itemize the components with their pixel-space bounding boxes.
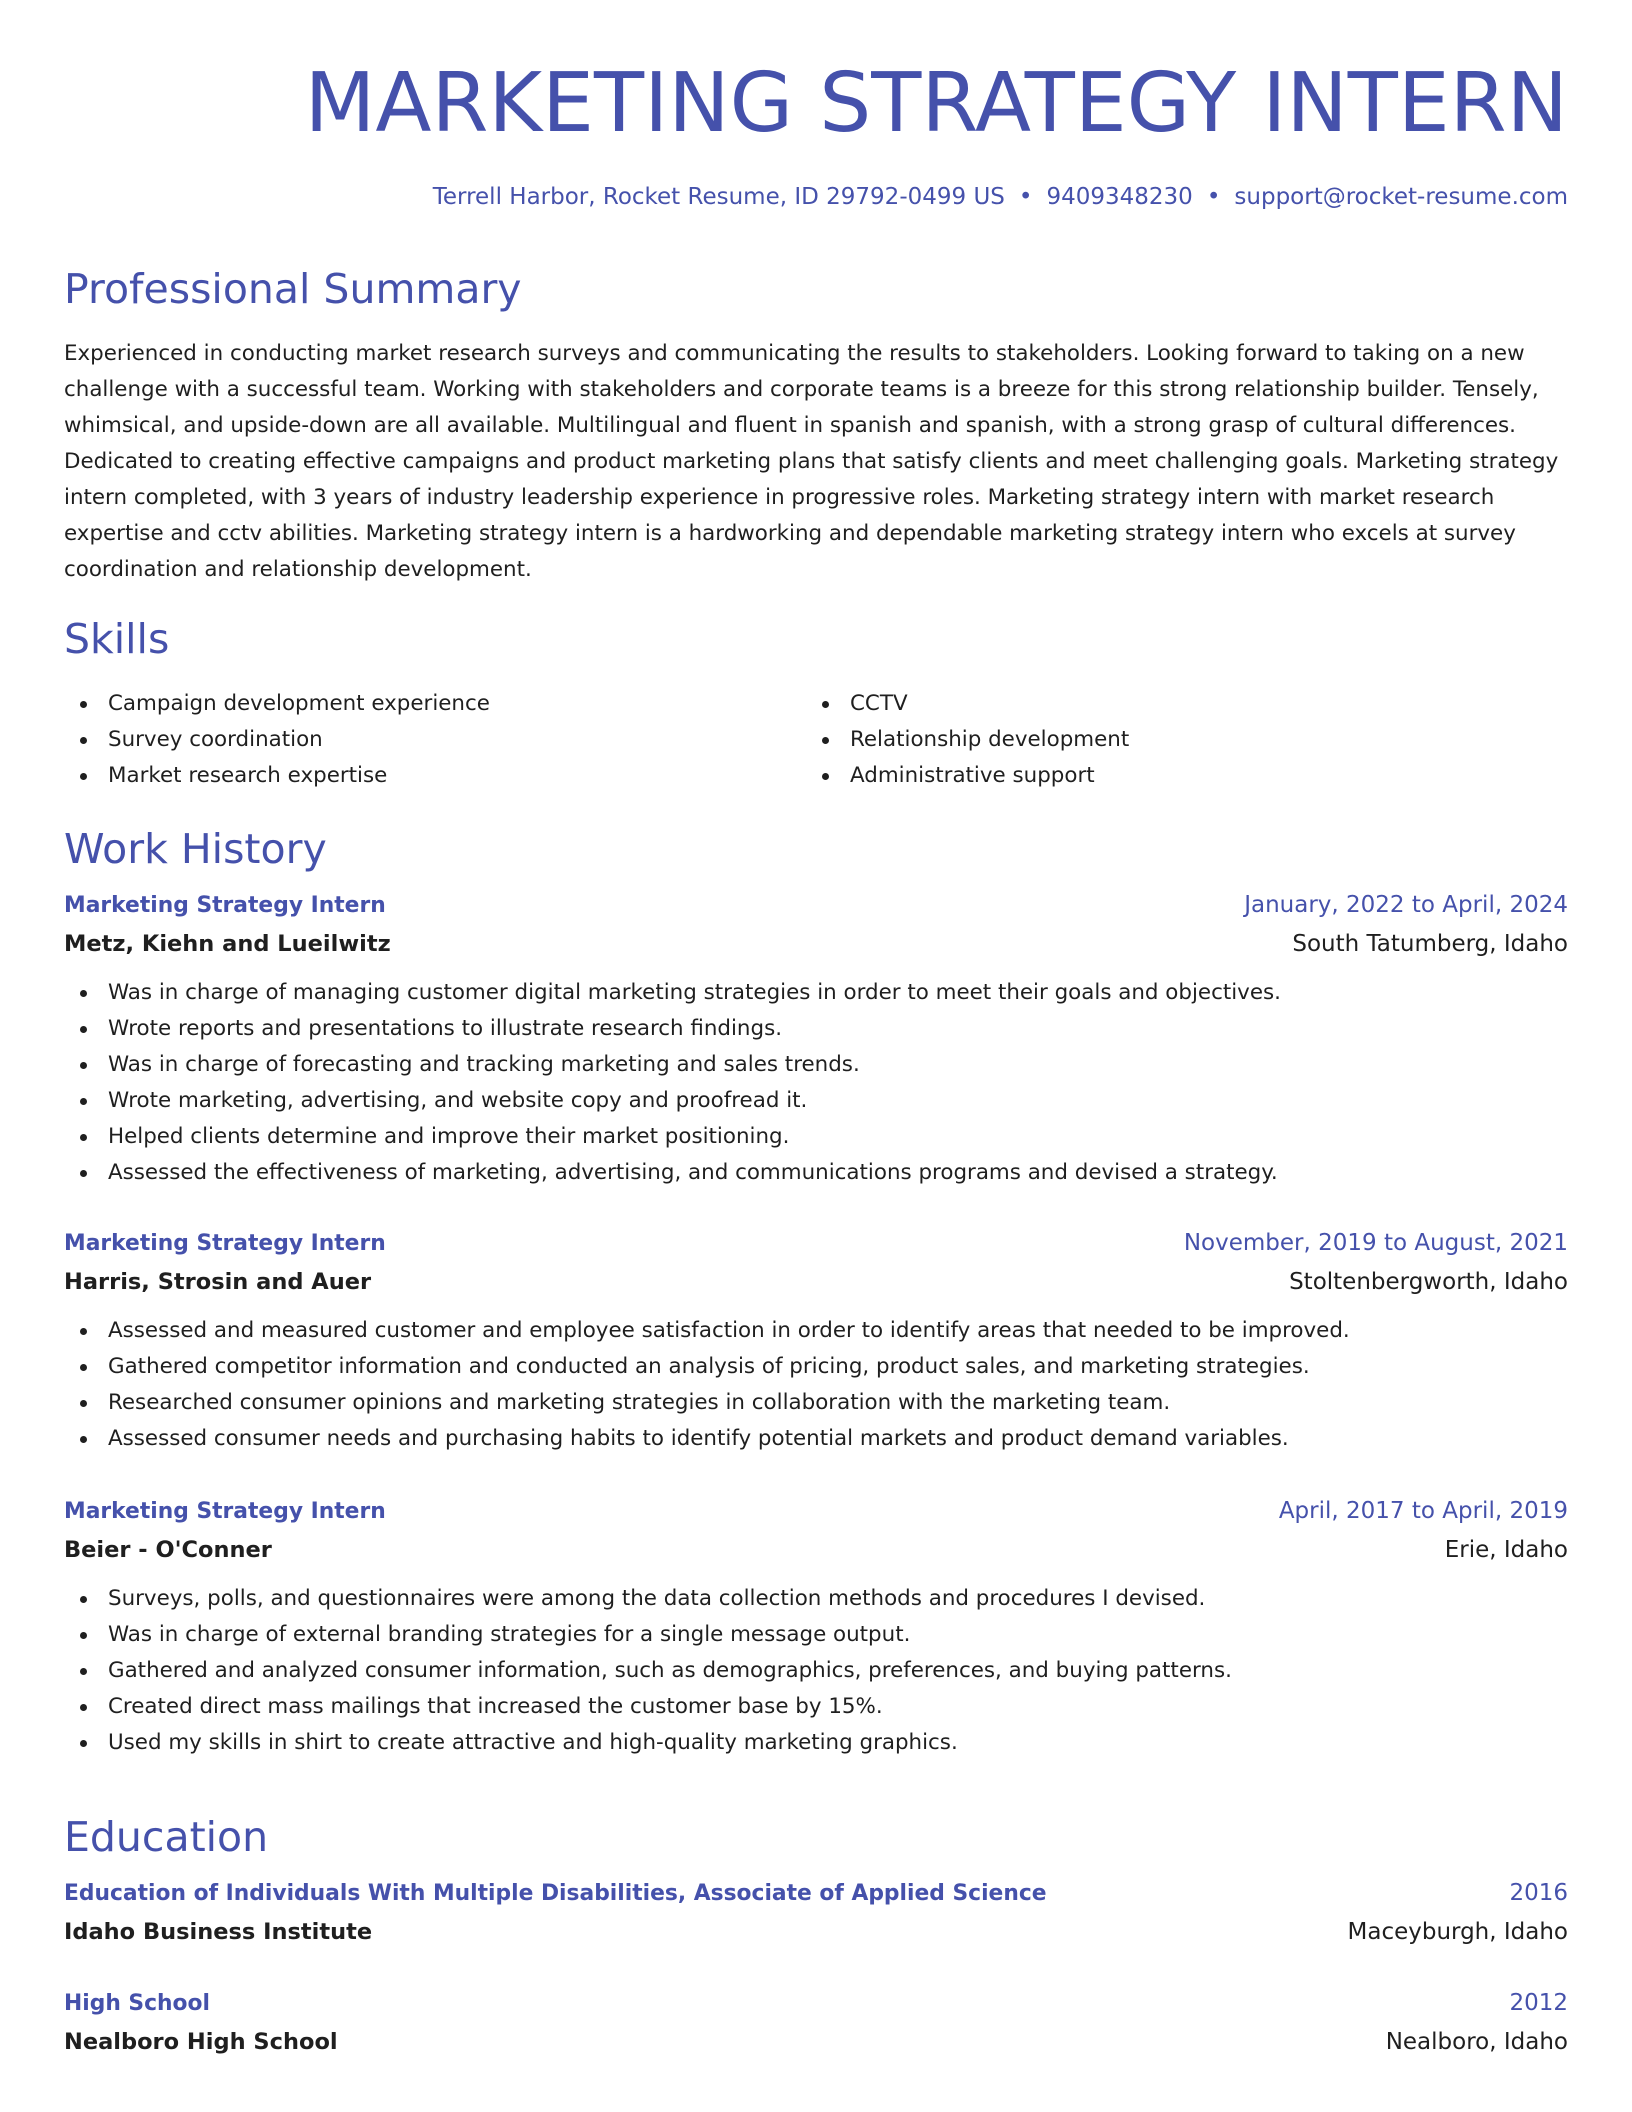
candidate-name: MARKETING STRATEGY INTERN	[304, 56, 1568, 151]
skills-column-left	[64, 686, 806, 794]
skill-item: Administrative support	[806, 758, 1548, 794]
job-bullets	[64, 1581, 1568, 1761]
job-bullet: Surveys, polls, and questionnaires were among the data collection methods and procedures I devised.	[64, 1581, 1568, 1617]
job-title: Marketing Strategy Intern	[64, 1231, 386, 1256]
job-bullet: Gathered competitor information and conducted an analysis of pricing, product sales, and marketing strategies.	[64, 1349, 1568, 1385]
skill-item: Relationship development	[806, 722, 1548, 758]
separator-dot: •	[1206, 184, 1221, 210]
summary-heading: Professional Summary	[64, 265, 522, 313]
job-location: South Tatumberg, Idaho	[1292, 931, 1568, 957]
contact-email[interactable]: support@rocket-resume.com	[1234, 184, 1568, 210]
education-entry	[64, 1876, 1568, 1949]
education-entry	[64, 1986, 1568, 2059]
education-degree: Education of Individuals With Multiple Disabilities, Associate of Applied Science	[64, 1881, 1047, 1906]
education-school: Nealboro High School	[64, 2029, 338, 2055]
job-bullet: Researched consumer opinions and marketing strategies in collaboration with the marketing team.	[64, 1385, 1568, 1421]
education-location: Nealboro, Idaho	[1385, 2029, 1568, 2055]
resume-page	[64, 0, 1568, 2055]
job-bullet: Assessed the effectiveness of marketing, advertising, and communications programs and devised a strategy.	[64, 1155, 1568, 1191]
job-location: Erie, Idaho	[1444, 1537, 1568, 1563]
job-entry	[64, 1226, 1568, 1457]
skill-item: Campaign development experience	[64, 686, 806, 722]
separator-dot: •	[1018, 184, 1033, 210]
skill-item: CCTV	[806, 686, 1548, 722]
skills-heading: Skills	[64, 615, 170, 663]
job-bullets	[64, 975, 1568, 1191]
summary-text: Experienced in conducting market research surveys and communicating the results to stakeholders. Looking forward to taking on a new challenge with a successful team. Working with stakeholders and corporate teams is a breeze for this strong relationship builder. Tensely, whimsical, and upside-down are all available. Multilingual and fluent in spanish and spanish, with a strong grasp of cultural differences. Dedicated to creating effective campaigns and product marketing plans that satisfy clients and meet challenging goals. Marketing strategy intern completed, with 3 years of industry leadership experience in progressive roles. Marketing strategy intern with market research expertise and cctv abilities. Marketing strategy intern is a hardworking and dependable marketing strategy intern who excels at survey coordination and relationship development.	[64, 341, 1559, 582]
job-title: Marketing Strategy Intern	[64, 1499, 386, 1524]
skills-column-right	[806, 686, 1548, 794]
job-company: Harris, Strosin and Auer	[64, 1269, 372, 1295]
job-bullet: Wrote marketing, advertising, and website copy and proofread it.	[64, 1083, 1568, 1119]
job-company: Metz, Kiehn and Lueilwitz	[64, 931, 391, 957]
job-bullets	[64, 1313, 1568, 1457]
contact-address: Terrell Harbor, Rocket Resume, ID 29792-0499 US	[432, 184, 1005, 210]
education-location: Maceyburgh, Idaho	[1347, 1919, 1568, 1945]
education-school: Idaho Business Institute	[64, 1919, 373, 1945]
job-bullet: Created direct mass mailings that increased the customer base by 15%.	[64, 1689, 1568, 1725]
job-bullet: Helped clients determine and improve their market positioning.	[64, 1119, 1568, 1155]
skill-item: Survey coordination	[64, 722, 806, 758]
contact-line	[64, 182, 1568, 212]
work-history-heading: Work History	[64, 825, 327, 873]
contact-phone[interactable]: 9409348230	[1046, 184, 1193, 210]
education-heading: Education	[64, 1813, 269, 1861]
education-section	[64, 1812, 1568, 2055]
job-entry	[64, 1494, 1568, 1761]
education-year: 2016	[1509, 1880, 1568, 1906]
job-location: Stoltenbergworth, Idaho	[1289, 1269, 1568, 1295]
job-bullet: Assessed and measured customer and employee satisfaction in order to identify areas that needed to be improved.	[64, 1313, 1568, 1349]
job-bullet: Gathered and analyzed consumer information, such as demographics, preferences, and buying patterns.	[64, 1653, 1568, 1689]
work-history-section	[64, 824, 1568, 1755]
job-bullet: Wrote reports and presentations to illustrate research findings.	[64, 1011, 1568, 1047]
job-dates: November, 2019 to August, 2021	[1183, 1230, 1568, 1256]
job-bullet: Was in charge of external branding strategies for a single message output.	[64, 1617, 1568, 1653]
job-dates: January, 2022 to April, 2024	[1244, 892, 1568, 918]
summary-section	[64, 264, 1568, 588]
skills-section	[64, 614, 1568, 794]
education-degree: High School	[64, 1991, 210, 2016]
job-bullet: Was in charge of forecasting and tracking marketing and sales trends.	[64, 1047, 1568, 1083]
job-title: Marketing Strategy Intern	[64, 893, 386, 918]
job-bullet: Was in charge of managing customer digital marketing strategies in order to meet their goals and objectives.	[64, 975, 1568, 1011]
skills-grid	[64, 686, 1568, 794]
education-year: 2012	[1509, 1990, 1568, 2016]
job-company: Beier - O'Conner	[64, 1537, 272, 1563]
job-bullet: Assessed consumer needs and purchasing habits to identify potential markets and product demand variables.	[64, 1421, 1568, 1457]
job-dates: April, 2017 to April, 2019	[1278, 1498, 1568, 1524]
job-bullet: Used my skills in shirt to create attractive and high-quality marketing graphics.	[64, 1725, 1568, 1761]
skill-item: Market research expertise	[64, 758, 806, 794]
job-entry	[64, 888, 1568, 1191]
